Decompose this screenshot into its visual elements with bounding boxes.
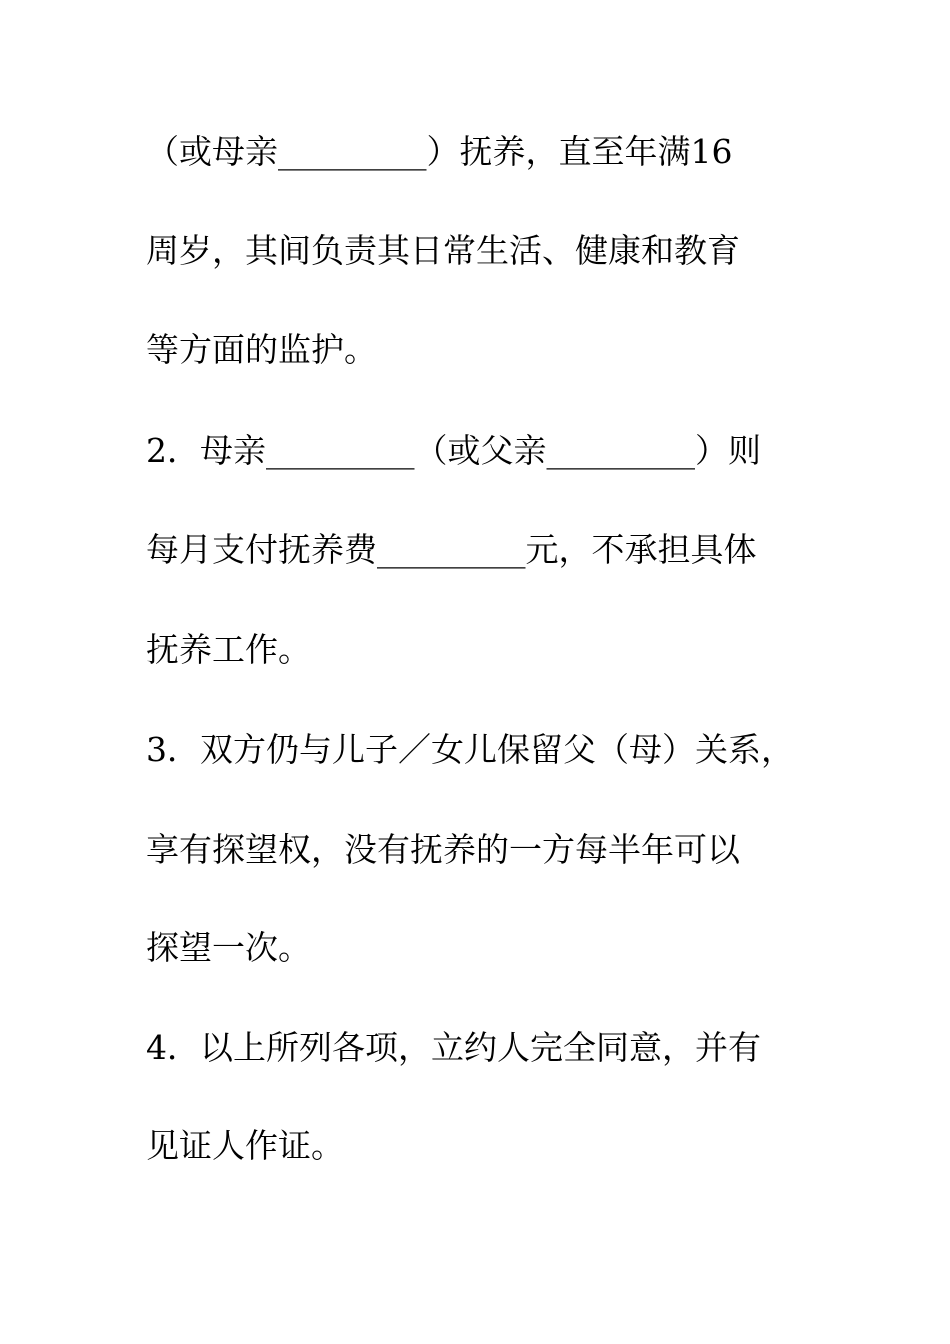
- clause-2-line-2: 每月支付抚养费_________元，不承担具体: [146, 530, 757, 569]
- text-line-1: （或母亲_________）抚养，直至年满16: [146, 132, 733, 171]
- clause-2-line-3: 抚养工作。: [146, 630, 311, 669]
- text-line-2: 周岁，其间负责其日常生活、健康和教育: [146, 231, 740, 270]
- clause-2-line-1: 2．母亲_________（或父亲_________）则: [146, 431, 761, 470]
- clause-3-line-1: 3．双方仍与儿子／女儿保留父（母）关系，: [146, 730, 794, 769]
- clause-3-line-3: 探望一次。: [146, 928, 311, 967]
- clause-4-line-2: 见证人作证。: [146, 1126, 344, 1165]
- clause-3-line-2: 享有探望权，没有抚养的一方每半年可以: [146, 830, 740, 869]
- clause-4-line-1: 4．以上所列各项，立约人完全同意，并有: [146, 1028, 761, 1067]
- text-line-3: 等方面的监护。: [146, 330, 377, 369]
